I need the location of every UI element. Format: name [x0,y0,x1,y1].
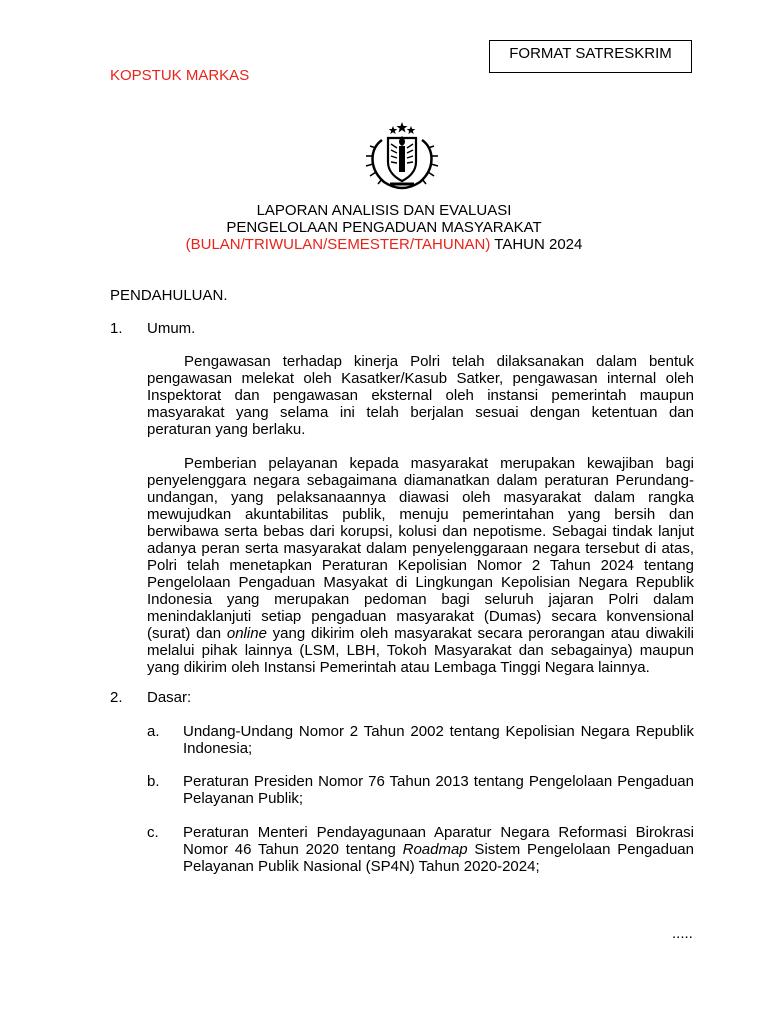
title-period-options: (BULAN/TRIWULAN/SEMESTER/TAHUNAN) [185,236,491,253]
intro-heading: PENDAHULUAN. [110,287,228,304]
list-item-letter: c. [147,824,159,841]
title-line-2: PENGELOLAAN PENGADUAN MASYARAKAT [226,219,542,236]
list-item-text: Peraturan Presiden Nomor 76 Tahun 2013 tentang Pengelolaan Pengaduan Pelayanan Publik; [183,773,694,807]
kopstuk-label: KOPSTUK MARKAS [110,67,250,84]
section-1-paragraph-2 [147,455,694,676]
title-line-1: LAPORAN ANALISIS DAN EVALUASI [256,202,512,219]
paragraph-2-text-b: yang dikirim oleh masyarakat secara perorangan atau diwakili melalui pihak lainnya (LSM, LBH, Tokoh Masyarakat dan sebagainya) maupun yang dikirim oleh Instansi Pemerintah atau Lembaga Tinggi Negara lainnya. [147,625,694,676]
list-item-letter: b. [147,773,160,790]
list-item-c-text-b: Sistem Pengelolaan Pengaduan Pelayanan Publik Nasional (SP4N) Tahun 2020-2024; [183,841,694,875]
list-item-letter: a. [147,723,160,740]
paragraph-2-text-a: Pemberian pelayanan kepada masyarakat merupakan kewajiban bagi penyelenggara negara sebagaimana diamanatkan dalam peraturan Perundang-undangan, yang pelaksanaannya diawasi oleh masyarakat dalam rangka mewujudkan akuntabilitas publik, menuju pemerintahan yang bersih dan berwibawa serta bebas dari korupsi, kolusi dan nepotisme. Sebagai tindak lanjut adanya peran serta masyarakat dalam penyelenggaraan negara tersebut di atas, Polri telah menetapkan Peraturan Kepolisian Nomor 2 Tahun 2024 tentang Pengelolaan Pengaduan Masyakat di Lingkungan Kepolisian Negara Republik Indonesia yang merupakan pedoman bagi seluruh jajaran Polri dalam menindaklanjuti setiap pengaduan masyarakat (Dumas) secara konvensional (surat) dan [147,455,694,642]
title-line-3 [0,236,768,253]
list-item-c-italic: Roadmap [402,841,468,858]
list-item-text: Undang-Undang Nomor 2 Tahun 2002 tentang Kepolisian Negara Republik Indonesia; [183,723,694,757]
section-1-number: 1. [110,320,123,337]
polri-emblem-icon [360,120,444,192]
paragraph-2-italic: online [226,625,267,642]
list-item-text [183,824,694,875]
section-2-label: Dasar: [147,689,192,706]
list-item-c-text-a: Peraturan Menteri Pendayagunaan Aparatur Negara Reformasi Birokrasi Nomor 46 Tahun 2020 tentang [183,824,694,858]
format-label: FORMAT SATRESKRIM [509,45,672,62]
section-1-paragraph-1: Pengawasan terhadap kinerja Polri telah dilaksanakan dalam bentuk pengawasan melekat oleh Kasatker/Kasub Satker, pengawasan internal oleh Inspektorat dan pengawasan eksternal oleh instansi pemerintah maupun masyarakat yang selama ini telah berjalan sesuai dengan ketentuan dan peraturan yang berlaku. [147,353,694,438]
format-label-box [489,40,692,73]
title-year: TAHUN 2024 [490,236,583,253]
continuation-marker: ..... [672,925,693,942]
section-2-number: 2. [110,689,123,706]
section-1-label: Umum. [147,320,196,337]
